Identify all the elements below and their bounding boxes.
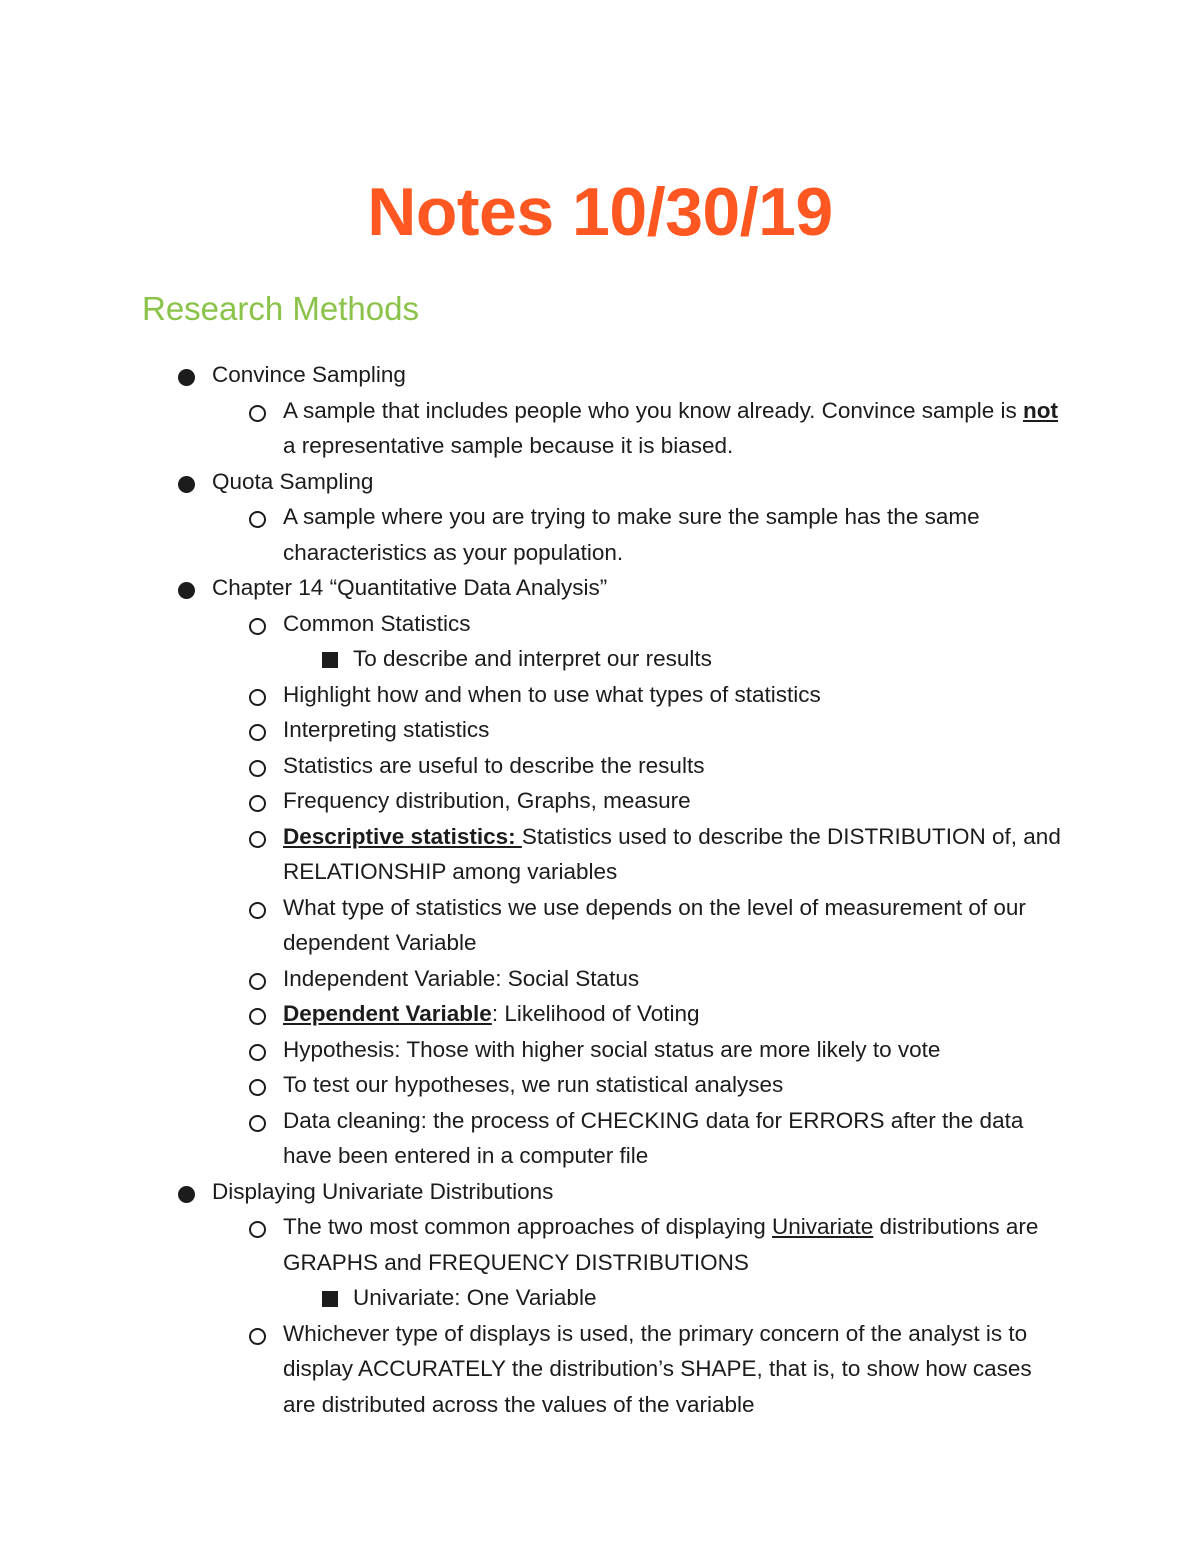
list-item <box>0 996 1063 1032</box>
item-text: Displaying Univariate Distributions <box>212 1178 554 1204</box>
list-item <box>0 712 1063 748</box>
list-item <box>0 1280 1063 1316</box>
hollow-circle-bullet-icon <box>249 760 266 777</box>
hollow-circle-bullet-icon <box>249 511 266 528</box>
item-text: Data cleaning: the process of CHECKING data for ERRORS after the data have been entered in a computer file <box>283 1107 1024 1168</box>
item-text: To test our hypotheses, we run statistical analyses <box>283 1072 784 1097</box>
item-text: Highlight how and when to use what types of statistics <box>283 681 821 707</box>
item-text: Chapter 14 “Quantitative Data Analysis” <box>212 575 608 600</box>
list-item <box>0 357 1072 393</box>
list-item <box>0 1103 1063 1174</box>
term-text: Descriptive statistics: <box>283 823 522 849</box>
list-item <box>0 464 1072 500</box>
item-text: Whichever type of displays is used, the primary concern of the analyst is to display ACCURATELY the distribution’s SHAPE, that is, to show how cases are distributed across the values of the variable <box>283 1320 1032 1417</box>
item-text: A sample that includes people who you know already. Convince sample is <box>283 397 1017 423</box>
item-text: Statistics are useful to describe the results <box>283 752 705 778</box>
hollow-circle-bullet-icon <box>249 795 266 812</box>
hollow-circle-bullet-icon <box>249 689 266 706</box>
hollow-circle-bullet-icon <box>249 1044 266 1061</box>
list-item <box>0 677 1063 713</box>
hollow-circle-bullet-icon <box>249 724 266 741</box>
item-text: A sample where you are trying to make sure the sample has the same characteristics as your population. <box>283 504 980 565</box>
list-item <box>0 606 1063 642</box>
list-item <box>0 961 1063 997</box>
item-text: : Likelihood of Voting <box>491 1001 700 1026</box>
item-text: Convince Sampling <box>212 362 406 387</box>
item-text: What type of statistics we use depends on the level of measurement of our dependent Variable <box>283 894 1026 955</box>
list-item <box>0 819 1063 890</box>
item-text: a representative sample because it is biased. <box>283 433 734 458</box>
list-item <box>0 1174 1072 1210</box>
filled-circle-bullet-icon <box>178 1186 195 1203</box>
underlined-text: Univariate <box>772 1214 874 1239</box>
list-item <box>0 1316 1063 1423</box>
hollow-circle-bullet-icon <box>249 1008 266 1025</box>
list-item <box>0 783 1063 819</box>
item-text: Frequency distribution, Graphs, measure <box>283 788 691 813</box>
item-text: Univariate: One Variable <box>353 1285 597 1310</box>
square-bullet-icon <box>322 1291 338 1307</box>
list-item <box>0 890 1063 961</box>
hollow-circle-bullet-icon <box>249 1221 266 1238</box>
term-text: Dependent Variable <box>283 1001 492 1026</box>
notes-list <box>0 357 1200 1422</box>
filled-circle-bullet-icon <box>178 369 195 386</box>
page-title: Notes 10/30/19 <box>367 174 833 250</box>
hollow-circle-bullet-icon <box>249 831 266 848</box>
hollow-circle-bullet-icon <box>249 1115 266 1132</box>
list-item <box>0 570 1072 606</box>
item-text: Common Statistics <box>283 610 471 636</box>
filled-circle-bullet-icon <box>178 476 195 493</box>
item-text: Independent Variable: Social Status <box>283 965 640 991</box>
item-text: Hypothesis: Those with higher social status are more likely to vote <box>283 1036 941 1062</box>
item-text: The two most common approaches of displaying <box>283 1214 772 1239</box>
list-item <box>0 393 1063 464</box>
hollow-circle-bullet-icon <box>249 405 266 422</box>
hollow-circle-bullet-icon <box>249 1079 266 1096</box>
hollow-circle-bullet-icon <box>249 618 266 635</box>
section-heading: Research Methods <box>142 290 419 327</box>
list-item <box>0 1032 1063 1068</box>
list-item <box>0 748 1063 784</box>
square-bullet-icon <box>322 652 338 668</box>
hollow-circle-bullet-icon <box>249 1328 266 1345</box>
emphasis-text: not <box>1023 397 1058 423</box>
list-item <box>0 1209 1063 1280</box>
item-text: Statistics used to describe the DISTRIBUTION of, and RELATIONSHIP among variables <box>283 823 1061 884</box>
list-item <box>0 641 1063 677</box>
hollow-circle-bullet-icon <box>249 973 266 990</box>
hollow-circle-bullet-icon <box>249 902 266 919</box>
item-text: Interpreting statistics <box>283 717 490 742</box>
filled-circle-bullet-icon <box>178 582 195 599</box>
list-item <box>0 499 1063 570</box>
list-item <box>0 1067 1063 1103</box>
item-text: distributions are GRAPHS and FREQUENCY DISTRIBUTIONS <box>283 1214 1039 1275</box>
item-text: To describe and interpret our results <box>353 646 712 671</box>
item-text: Quota Sampling <box>212 468 374 494</box>
